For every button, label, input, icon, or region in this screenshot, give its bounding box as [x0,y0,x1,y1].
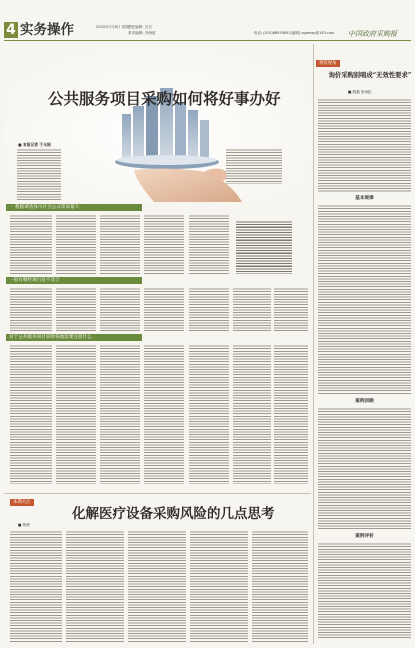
main-headline: 公共服务项目采购如何将好事办好 [48,89,281,108]
main-subhead-1: 一 数据调查显示社会公众需求量大 [6,204,142,211]
section3-text-col3 [100,344,140,484]
column-divider [313,44,314,644]
section3-text-col6 [233,344,271,484]
side-column-tag: 观察视角 [316,60,340,67]
section2-text-col2 [56,287,96,331]
side-article [316,44,413,644]
page-header [0,0,415,44]
section-name: 实务操作 [20,22,74,38]
section-divider [4,493,311,494]
bottom-column-tag: 本期关注 [10,499,34,506]
page-number: 4 [6,22,16,38]
section2-text-col4 [144,287,184,331]
section2-text-col3 [100,287,140,331]
page-number-badge [4,22,18,38]
side-subhead-3: 案例评析 [355,534,374,539]
section3-text-col4 [144,344,184,484]
side-byline: ■ 殷鑫 张雨虹 [348,90,372,94]
main-subhead-3: 对于公共服务项目采购各地需要注意什么 [6,334,142,341]
section1-text-col5 [189,214,229,274]
section1-text-col4 [144,214,184,274]
header-rule [4,40,411,41]
bottom-headline: 化解医疗设备采购风险的几点思考 [72,506,275,522]
side-subhead-1: 基本规律 [355,196,374,201]
section2-text-col6 [233,287,271,331]
side-text-2 [318,407,411,529]
bottom-text-col2 [66,530,124,642]
side-intro-text [318,98,411,192]
main-article [4,44,311,491]
masthead: 中国政府采购报 [348,30,397,38]
section2-text-col7 [274,287,308,331]
bottom-text-col4 [190,530,248,642]
section1-text-col3 [100,214,140,274]
main-subhead-2: 一般有哪些项目是不适合 [6,277,142,284]
side-headline: 询价采购别唱成“无效性要求” [328,72,412,79]
side-text-3 [318,542,411,638]
editor-line: 责任编辑: 吕言 [128,25,152,29]
main-byline: ■ 本报记者 于永刚 [18,142,51,147]
bottom-text-col3 [128,530,186,642]
side-text-1 [318,204,411,394]
section2-text-col5 [189,287,229,331]
phone-line: 电话: (010)88930651(编辑) ogtoexp@163.com [254,31,335,35]
intro-text-right [226,148,282,184]
section3-text-col7 [274,344,308,484]
section3-text-col1 [10,344,52,484]
date-line: 2020年7月8日 星期三 [96,25,133,29]
section1-text-col2 [56,214,96,274]
section2-text-col1 [10,287,52,331]
section3-text-col2 [56,344,96,484]
side-subhead-2: 案例回顾 [355,399,374,404]
section3-text-col5 [189,344,229,484]
pull-quote [236,220,292,274]
intro-text-left [17,148,61,201]
bottom-article [4,496,311,644]
section1-text-col1 [10,214,52,274]
bottom-byline: ■ 郭俊 [18,523,30,527]
bottom-text-col1 [10,530,62,642]
design-line: 美术编辑: 齐海波 [128,31,156,35]
bottom-text-col5 [252,530,308,642]
